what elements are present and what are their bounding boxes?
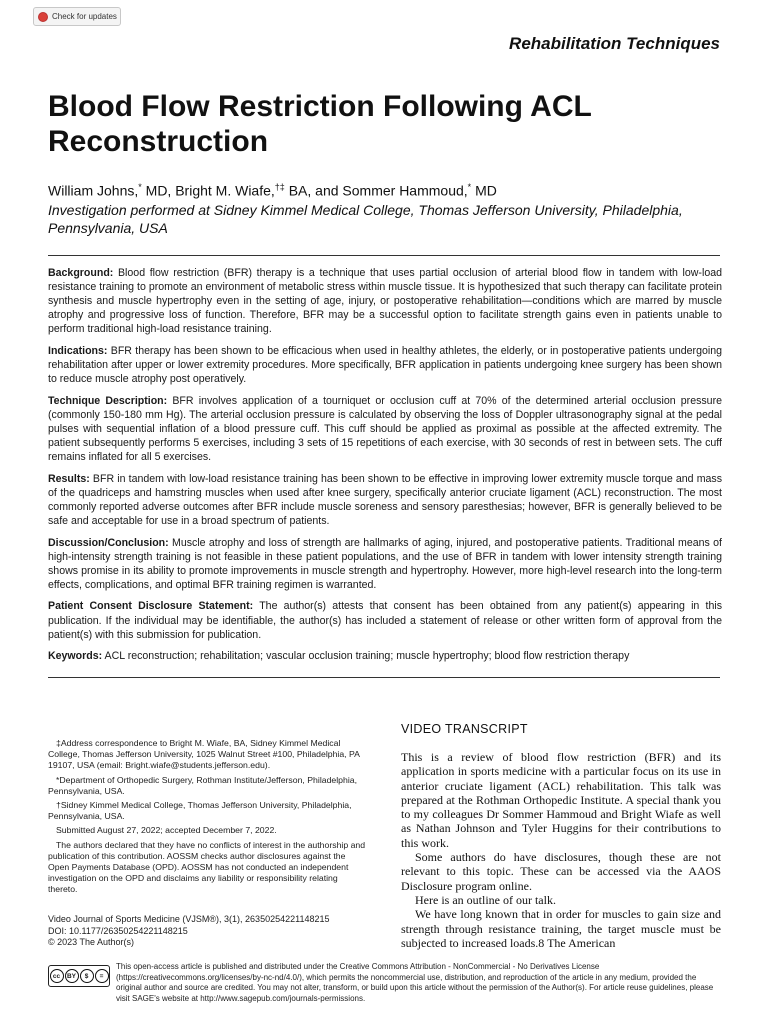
footnotes <box>48 738 368 899</box>
affiliation: Investigation performed at Sidney Kimmel Medical College, Thomas Jefferson University, Philadelphia, Pennsylvania, USA <box>48 202 683 236</box>
abstract-keywords: Keywords: ACL reconstruction; rehabilitation; vascular occlusion training; muscle hypertrophy; blood flow restriction therapy <box>48 650 630 663</box>
abstract-discussion: Discussion/Conclusion: Muscle atrophy and loss of strength are hallmarks of aging, injured, and postoperative patients. Traditional means of high-intensity strength training is not feasible in these patient populations, and the use of BFR in tandem with lower intensity strength training shows promise in its ability to promote improvements in muscle strength and hypertrophy. However, more high-level research into the long-term effects, complications, and optimal BFR training regimen is warranted. <box>48 536 722 591</box>
transcript-paragraph: We have long known that in order for muscles to gain size and strength through resistance training, the target muscle must be subjected to increased loads.8 The American <box>401 907 721 950</box>
author-list <box>48 182 497 199</box>
author-name: BA, and Sommer Hammoud, <box>284 182 468 199</box>
author-name: William Johns, <box>48 182 139 199</box>
footnote: The authors declared that they have no conflicts of interest in the authorship and publication of this contribution. AOSSM checks author disclosures against the Open Payments Database (OPD). AOSSM has not conducted an independent investigation on the OPD and disclaims any liability or responsibility relating thereto. <box>48 839 366 895</box>
nd-icon: = <box>95 969 109 983</box>
video-transcript-heading: VIDEO TRANSCRIPT <box>401 722 528 736</box>
abstract-top-rule <box>48 255 720 256</box>
cc-icon: cc <box>50 969 64 983</box>
abstract-consent: Patient Consent Disclosure Statement: The author(s) attests that consent has been obtained from any patient(s) appearing in this publication. If the individual may be identifiable, the author(s) has included a statement of release or other written form of approval from the patient(s) with this submission for publication. <box>48 600 722 641</box>
author-mark: †‡ <box>274 182 285 192</box>
license-text: This open-access article is published and distributed under the Creative Commons Attribution - NonCommercial - No Derivatives License (https://creativecommons.org/licenses/by-nc-nd/4.0/), which permits the noncommercial use, distribution, and reproduction of the article in any medium, provided the original author and source are credited. You may not alter, transform, or build upon this article without the permission of the Author(s). For article reuse guidelines, please visit SAGE's website at http://www.sagepub.com/journals-permissions. <box>116 962 714 1003</box>
footnote: Submitted August 27, 2022; accepted December 7, 2022. <box>56 825 277 836</box>
by-icon: BY <box>65 969 79 983</box>
footnote: ‡Address correspondence to Bright M. Wiafe, BA, Sidney Kimmel Medical College, Thomas Jefferson University, 1025 Walnut Street #100, Philadelphia, PA 19107, USA (email: Bright.wiafe@students.jefferson.edu). <box>48 738 360 771</box>
license-block <box>48 962 724 1004</box>
abstract-indications: Indications: BFR therapy has been shown to be efficacious when used in healthy athletes, the elderly, or in postoperative patients undergoing rehabilitation after upper or lower extremity procedures. More specifically, BFR application in patients undergoing knee surgery has been shown to reduce muscle atrophy post operatively. <box>48 344 722 386</box>
transcript-paragraph: Here is an outline of our talk. <box>415 892 556 907</box>
video-transcript <box>401 750 721 950</box>
copyright: © 2023 The Author(s) <box>48 937 135 947</box>
nc-icon: $ <box>80 969 94 983</box>
author-mark: * <box>138 182 142 192</box>
author-name: MD <box>471 182 497 199</box>
article-title: Blood Flow Restriction Following ACL Reconstruction <box>48 90 592 158</box>
doi[interactable]: DOI: 10.1177/26350254221148215 <box>48 925 188 936</box>
check-for-updates-label: Check for updates <box>52 12 117 21</box>
abstract-results: Results: BFR in tandem with low-load resistance training has been shown to be effective in improving lower extremity muscle torque and mass of the quadriceps and hamstring muscles when used after knee surgery, specifically anterior cruciate ligament (ACL) reconstruction. The most commonly reported adverse outcomes after BFR include muscle soreness and sensory paresthesias; however, BFR is generally believed to be safe and acceptable for use in a broad spectrum of patients. <box>48 472 722 527</box>
check-for-updates-badge[interactable] <box>33 7 121 26</box>
author-mark: * <box>467 182 472 192</box>
journal-citation: Video Journal of Sports Medicine (VJSM®), 3(1), 26350254221148215 <box>48 914 330 924</box>
footnote: †Sidney Kimmel Medical College, Thomas Jefferson University, Philadelphia, Pennsylvania, USA. <box>48 800 352 822</box>
transcript-paragraph: This is a review of blood flow restriction (BFR) and its application in sports medicine with a particular focus on its use in anterior cruciate ligament (ACL) rehabilitation. This talk was prepared at the Rothman Orthopedic Institute. A special thank you to my colleagues Dr Sommer Hammoud and Bright Wiafe as well as Nathan Johnson and Tyler Huggins for their contributions to this work. <box>401 750 721 850</box>
abstract-technique: Technique Description: BFR involves application of a tourniquet or occlusion cuff at 70% of the determined arterial occlusion pressure (commonly 150-180 mm Hg). The arterial occlusion pressure is calculated by observing the loss of Doppler ultrasonography signal at the pedal pulses with sequential inflation of a blood pressure cuff. This cuff should be applied as proximal as possible at the affected extremity. The patient subsequently performs 5 exercises, including 3 sets of 15 repetitions of each exercise, with 30 seconds of rest in between sets. The cuff remains inflated for all 5 exercises. <box>48 394 722 464</box>
creative-commons-icon[interactable] <box>48 965 110 987</box>
transcript-paragraph: Some authors do have disclosures, though these are not relevant to this topic. These can be accessed via the AAOS Disclosure program online. <box>401 850 721 893</box>
abstract-background: Background: Blood flow restriction (BFR) therapy is a technique that uses partial occlusion of arterial blood flow in tandem with low-load resistance training to promote an environment of metabolic stress within muscle tissue. It is hypothesized that such therapy can facilitate protein synthesis and muscle hypertrophy even in the setting of age, injury, or postoperative rehabilitation—conditions which are marred by muscle atrophy and progressive loss of function. Therefore, BFR may be a successful option to facilitate strength gains even in patients unable to perform traditional high-load resistance training. <box>48 267 722 336</box>
abstract-bottom-rule <box>48 677 720 678</box>
update-status-icon <box>38 12 48 22</box>
abstract <box>48 266 722 671</box>
section-label: Rehabilitation Techniques <box>509 34 720 53</box>
journal-info <box>48 914 329 949</box>
footnote: *Department of Orthopedic Surgery, Rothman Institute/Jefferson, Philadelphia, Pennsylvania, USA. <box>48 774 358 796</box>
author-name: MD, Bright M. Wiafe, <box>141 182 275 199</box>
